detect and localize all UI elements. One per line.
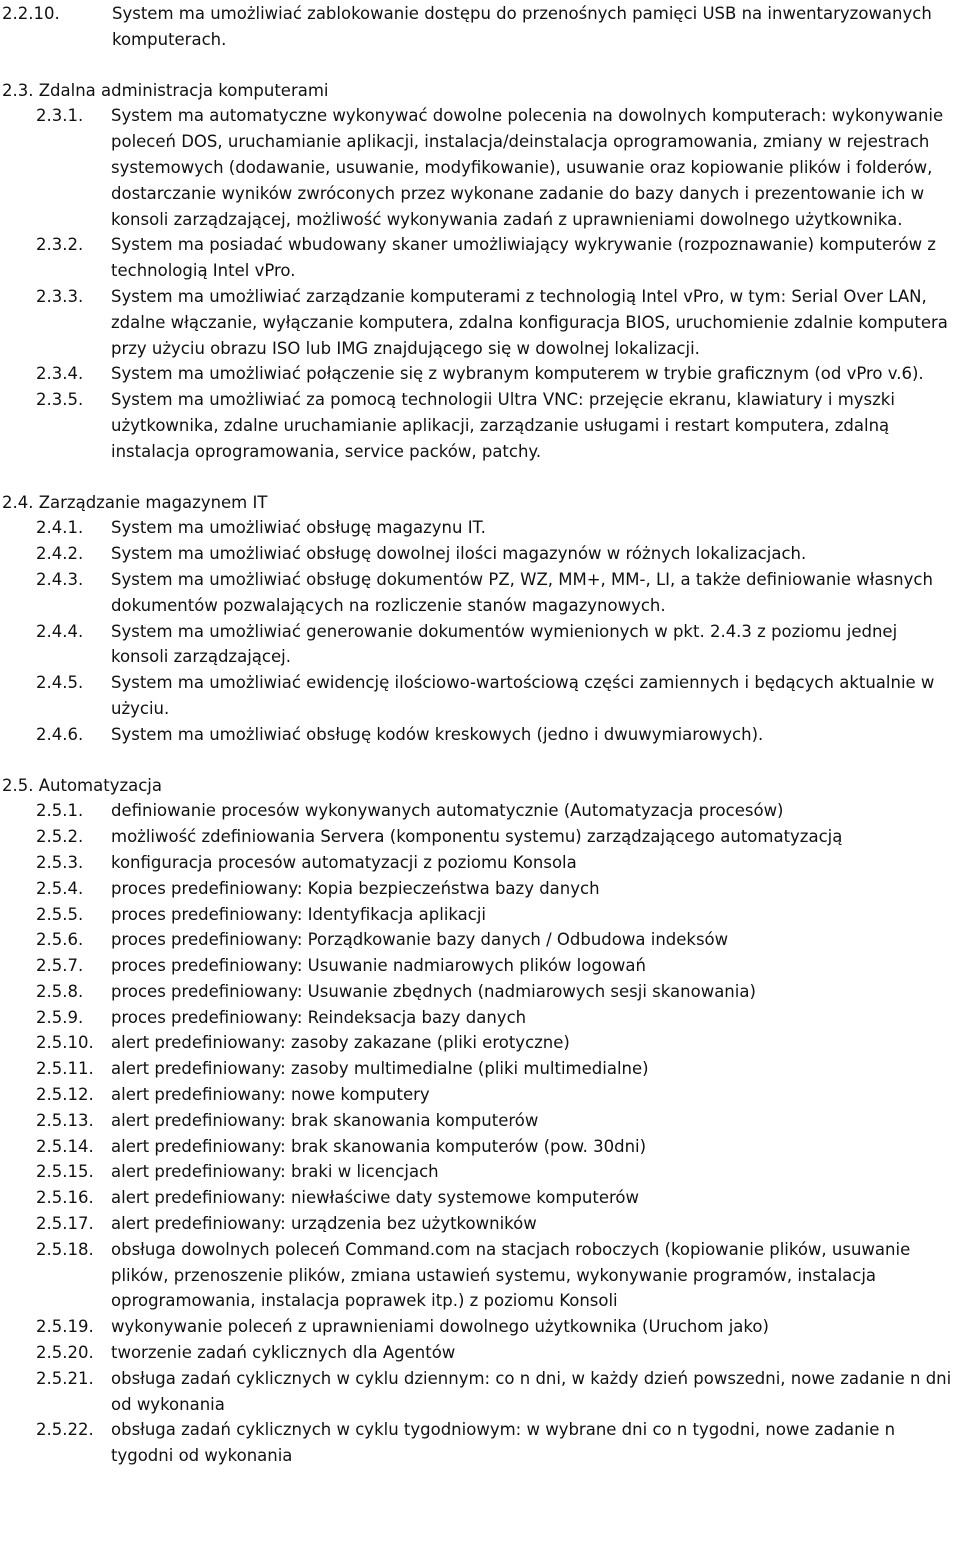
item-text: wykonywanie poleceń z uprawnieniami dowolnego użytkownika (Uruchom jako) (111, 1317, 769, 1337)
item-number: 2.4.2. (36, 544, 84, 564)
item-text: konfiguracja procesów automatyzacji z poziomu Konsola (111, 852, 577, 872)
item-text: System ma umożliwiać zablokowanie dostępu do przenośnych pamięci USB na inwentaryzowanych komputerach. (112, 4, 932, 49)
list-item (0, 798, 960, 824)
list-item (0, 1082, 960, 1108)
item-text: System ma umożliwiać generowanie dokumentów wymienionych w pkt. 2.4.3 z poziomu jednej konsoli zarządzającej. (111, 621, 898, 667)
item-text: System ma umożliwiać obsługę dokumentów PZ, WZ, MM+, MM-, LI, a także definiowanie własnych dokumentów pozwalających na rozliczenie stanów magazynowych. (111, 569, 933, 615)
item-number: 2.5.17. (36, 1214, 94, 1234)
list-item (0, 103, 960, 232)
list-item (0, 1417, 960, 1469)
item-text: proces predefiniowany: Kopia bezpieczeństwa bazy danych (111, 878, 600, 898)
item-number: 2.3.5. (36, 390, 84, 410)
item-number: 2.3.3. (36, 286, 84, 306)
item-number: 2.3.2. (36, 235, 84, 255)
list-item (0, 1030, 960, 1056)
list-item (0, 1056, 960, 1082)
item-text: obsługa dowolnych poleceń Command.com na stacjach roboczych (kopiowanie plików, usuwanie plików, przenoszenie plików, zmiana ustawień systemu, wykonywanie programów, instalacja oprogramowania, instalacja poprawek itp.) z poziomu Konsoli (111, 1239, 911, 1311)
item-text: proces predefiniowany: Porządkowanie bazy danych / Odbudowa indeksów (111, 930, 729, 950)
item-number: 2.5.22. (36, 1420, 94, 1440)
item-text: alert predefiniowany: braki w licencjach (111, 1162, 439, 1182)
item-text: proces predefiniowany: Identyfikacja aplikacji (111, 904, 487, 924)
item-text: obsługa zadań cyklicznych w cyklu dziennym: co n dni, w każdy dzień powszedni, nowe zadanie n dni od wykonania (111, 1368, 952, 1414)
list-item (0, 515, 960, 541)
list-item (0, 1314, 960, 1340)
item-text: System ma posiadać wbudowany skaner umożliwiający wykrywanie (rozpoznawanie) komputerów z technologią Intel vPro. (111, 235, 936, 281)
item-number: 2.4.3. (36, 569, 84, 589)
item-number: 2.3.4. (36, 364, 84, 384)
list-item (0, 1366, 960, 1418)
section-heading: 2.3. Zdalna administracja komputerami (2, 80, 329, 100)
list-item (0, 1211, 960, 1237)
list-item (0, 670, 960, 722)
list-item (0, 1108, 960, 1134)
list-item (0, 541, 960, 567)
list-item (0, 1134, 960, 1160)
item-text: alert predefiniowany: nowe komputery (111, 1085, 430, 1105)
list-item (0, 850, 960, 876)
item-text: alert predefiniowany: zasoby zakazane (pliki erotyczne) (111, 1033, 570, 1053)
item-text: System ma umożliwiać obsługę dowolnej ilości magazynów w różnych lokalizacjach. (111, 544, 807, 564)
item-number: 2.5.20. (36, 1343, 94, 1363)
list-item (0, 824, 960, 850)
list-item (0, 232, 960, 284)
list-item (0, 387, 960, 464)
item-text: obsługa zadań cyklicznych w cyklu tygodniowym: w wybrane dni co n tygodni, nowe zadanie n tygodni od wykonania (111, 1420, 896, 1466)
item-number: 2.5.21. (36, 1368, 94, 1388)
list-item (0, 953, 960, 979)
item-number: 2.5.14. (36, 1136, 94, 1156)
list-item (0, 722, 960, 748)
item-text: System ma umożliwiać obsługę kodów kreskowych (jedno i dwuwymiarowych). (111, 724, 764, 744)
item-number: 2.3.1. (36, 106, 84, 126)
item-text: System ma umożliwiać obsługę magazynu IT. (111, 518, 486, 538)
list-item (0, 1, 960, 53)
item-text: proces predefiniowany: Reindeksacja bazy danych (111, 1007, 527, 1027)
item-number: 2.2.10. (2, 4, 60, 23)
item-number: 2.5.18. (36, 1239, 94, 1259)
item-number: 2.5.15. (36, 1162, 94, 1182)
item-text: definiowanie procesów wykonywanych automatycznie (Automatyzacja procesów) (111, 801, 784, 821)
item-number: 2.5.19. (36, 1317, 94, 1337)
item-number: 2.5.16. (36, 1188, 94, 1208)
item-text: możliwość zdefiniowania Servera (komponentu systemu) zarządzającego automatyzacją (111, 827, 843, 847)
list-item (0, 567, 960, 619)
item-number: 2.5.13. (36, 1110, 94, 1130)
item-text: alert predefiniowany: urządzenia bez użytkowników (111, 1214, 537, 1234)
item-number: 2.4.5. (36, 673, 84, 693)
item-number: 2.5.9. (36, 1007, 84, 1027)
item-text: alert predefiniowany: zasoby multimedialne (pliki multimedialne) (111, 1059, 649, 1079)
item-text: System ma umożliwiać ewidencję ilościowo-wartościową części zamiennych i będących aktualnie w użyciu. (111, 673, 935, 718)
list-item (0, 927, 960, 953)
item-text: System ma umożliwiać połączenie się z wybranym komputerem w trybie graficznym (od vPro v.6). (111, 364, 924, 384)
list-item (0, 361, 960, 387)
list-item (0, 979, 960, 1005)
list-item (0, 1340, 960, 1366)
list-item (0, 619, 960, 671)
item-text: alert predefiniowany: brak skanowania komputerów (pow. 30dni) (111, 1136, 647, 1156)
item-text: System ma umożliwiać za pomocą technologii Ultra VNC: przejęcie ekranu, klawiatury i myszki użytkownika, zdalne uruchamianie aplikacji, zarządzanie usługami i restart komputera, zdalną instalacja oprogramowania, service packów, patchy. (111, 390, 895, 461)
item-number: 2.4.1. (36, 518, 84, 538)
item-number: 2.5.4. (36, 878, 84, 898)
list-item (0, 1005, 960, 1031)
list-item (0, 1159, 960, 1185)
item-text: alert predefiniowany: niewłaściwe daty systemowe komputerów (111, 1188, 640, 1208)
item-number: 2.5.10. (36, 1033, 94, 1053)
item-number: 2.5.1. (36, 801, 84, 821)
item-text: System ma umożliwiać zarządzanie komputerami z technologią Intel vPro, w tym: Serial Over LAN, zdalne włączanie, wyłączanie komputera, zdalna konfiguracja BIOS, uruchomienie zdalnie komputera przy użyciu obrazu ISO lub IMG znajdującego się w dowolnej lokalizacji. (111, 286, 948, 358)
section-heading: 2.5. Automatyzacja (2, 775, 162, 795)
item-number: 2.5.12. (36, 1085, 94, 1105)
item-text: alert predefiniowany: brak skanowania komputerów (111, 1110, 539, 1130)
item-number: 2.5.3. (36, 852, 84, 872)
item-number: 2.5.5. (36, 904, 84, 924)
list-item (0, 902, 960, 928)
list-item (0, 1237, 960, 1314)
list-item (0, 1185, 960, 1211)
item-number: 2.5.8. (36, 981, 84, 1001)
item-number: 2.5.2. (36, 827, 84, 847)
list-item (0, 284, 960, 361)
item-number: 2.4.6. (36, 724, 84, 744)
list-item (0, 876, 960, 902)
item-number: 2.5.11. (36, 1059, 94, 1079)
item-text: tworzenie zadań cyklicznych dla Agentów (111, 1343, 456, 1363)
item-number: 2.5.6. (36, 930, 84, 950)
item-number: 2.5.7. (36, 956, 84, 976)
item-text: proces predefiniowany: Usuwanie zbędnych (nadmiarowych sesji skanowania) (111, 981, 756, 1001)
item-text: proces predefiniowany: Usuwanie nadmiarowych plików logowań (111, 956, 646, 976)
item-text: System ma automatyczne wykonywać dowolne polecenia na dowolnych komputerach: wykonywanie poleceń DOS, uruchamianie aplikacji, instalacja/deinstalacja oprogramowania, zmiany w rejestrach systemowych (dodawanie, usuwanie, modyfikowanie), usuwanie oraz kopiowanie plików i folderów, dostarczanie wyników zwróconych przez wykonane zadanie do bazy danych i prezentowanie ich w konsoli zarządzającej, możliwość wykonywania zadań z uprawnieniami dowolnego użytkownika. (111, 106, 944, 229)
item-number: 2.4.4. (36, 621, 84, 641)
section-heading: 2.4. Zarządzanie magazynem IT (2, 492, 268, 512)
